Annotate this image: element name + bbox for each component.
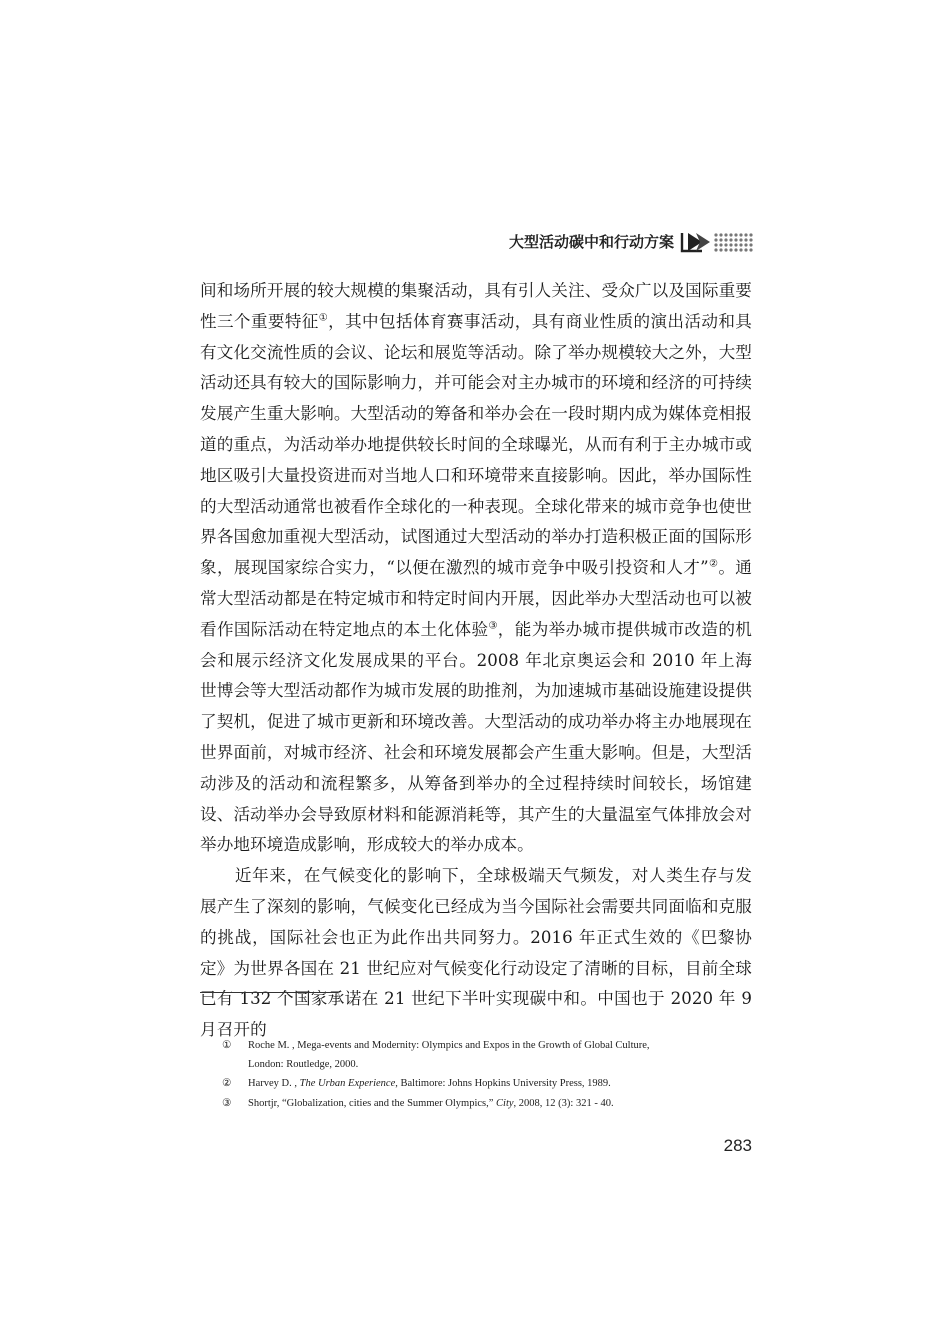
body-text bbox=[200, 276, 752, 1046]
footnote-3-text bbox=[248, 1094, 752, 1113]
paragraph-1-part-b: ，其中包括体育赛事活动，具有商业性质的演出活动和具有文化交流性质的会议、论坛和展览等活动。除了举办规模较大之外，大型活动还具有较大的国际影响力，并可能会对主办城市的环境和经济的可持续发展产生重大影响。大型活动的筹备和举办会在一段时期内成为媒体竞相报道的重点，为活动举办地提供较长时间的全球曝光，从而有利于主办城市或地区吸引大量投资进而对当地人口和环境带来直接影响。因此，举办国际性的大型活动通常也被看作全球化的一种表现。全球化带来的城市竞争也使世界各国愈加重视大型活动，试图通过大型活动的举办打造积极正面的国际形象，展现国家综合实力，“以便在激烈的城市竞争中吸引投资和人才” bbox=[200, 311, 752, 578]
paragraph-1 bbox=[200, 276, 752, 861]
footnotes bbox=[222, 1036, 752, 1113]
footnote-ref-2[interactable]: ② bbox=[708, 558, 719, 570]
paragraph-1-part-a: 间和场所开展的较大规模的集聚活动，具有引人关注、受众广以及国际重要性三个重要特征 bbox=[200, 281, 752, 331]
footnote-3 bbox=[222, 1094, 752, 1113]
paragraph-2: 近年来，在气候变化的影响下，全球极端天气频发，对人类生存与发展产生了深刻的影响，气候变化已经成为当今国际社会需要共同面临和克服的挑战，国际社会也正为此作出共同努力。2016 年正式生效的《巴黎协定》为世界各国在 21 世纪应对气候变化行动设定了清晰的目标，目前全球已有 132 个国家承诺在 21 世纪下半叶实现碳中和。中国也于 2020 年 9 月召开的 bbox=[200, 866, 752, 1040]
footnote-2-text bbox=[248, 1074, 752, 1093]
footnote-2-author: Harvey D. , bbox=[248, 1078, 300, 1090]
footnote-divider bbox=[200, 992, 338, 993]
paragraph-1-part-d: ，能为举办城市提供城市改造的机会和展示经济文化发展成果的平台。2008 年北京奥运会和 2010 年上海世博会等大型活动都作为城市发展的助推剂，为加速城市基础设施建设提供了契机，促进了城市更新和环境改善。大型活动的成功举办将主办地展现在世界面前，对城市经济、社会和环境发展都会产生重大影响。但是，大型活动涉及的活动和流程繁多，从筹备到举办的全过程持续时间较长，场馆建设、活动举办会导致原材料和能源消耗等，其产生的大量温室气体排放会对举办地环境造成影响，形成较大的举办成本。 bbox=[200, 619, 753, 855]
footnote-3-details: , 2008, 12 (3): 321 - 40. bbox=[513, 1097, 614, 1109]
footnote-ref-3[interactable]: ③ bbox=[488, 620, 498, 632]
footnote-ref-1[interactable]: ① bbox=[318, 312, 329, 324]
footnote-1-mark: ① bbox=[222, 1040, 232, 1051]
footnote-3-author: Shortjr, “Globalization, cities and the Summer Olympics,” bbox=[248, 1097, 497, 1109]
footnote-1-line-1: Roche M. , Mega-events and Modernity: Olympics and Expos in the Growth of Global Culture, bbox=[248, 1040, 650, 1051]
paragraph-1-part-c: 。通常大型活动都是在特定城市和特定时间内开展，因此举办大型活动也可以被看作国际活动在特定地点的本土化体验 bbox=[200, 558, 752, 639]
chevron-dots-logo-icon bbox=[680, 229, 756, 255]
footnote-1 bbox=[222, 1036, 752, 1074]
footnote-2-mark: ② bbox=[222, 1078, 232, 1090]
footnote-2-title: The Urban Experience bbox=[299, 1078, 396, 1090]
footnote-1-line-2: London: Routledge, 2000. bbox=[248, 1059, 359, 1071]
running-header-title: 大型活动碳中和行动方案 bbox=[508, 233, 674, 251]
running-header bbox=[420, 229, 756, 255]
page-number: 283 bbox=[723, 1136, 752, 1155]
footnote-3-mark: ③ bbox=[222, 1097, 232, 1109]
footnote-2-publisher: , Baltimore: Johns Hopkins University Press, 1989. bbox=[395, 1078, 611, 1090]
footnote-2 bbox=[222, 1074, 752, 1093]
footnote-3-journal: City bbox=[496, 1097, 514, 1109]
